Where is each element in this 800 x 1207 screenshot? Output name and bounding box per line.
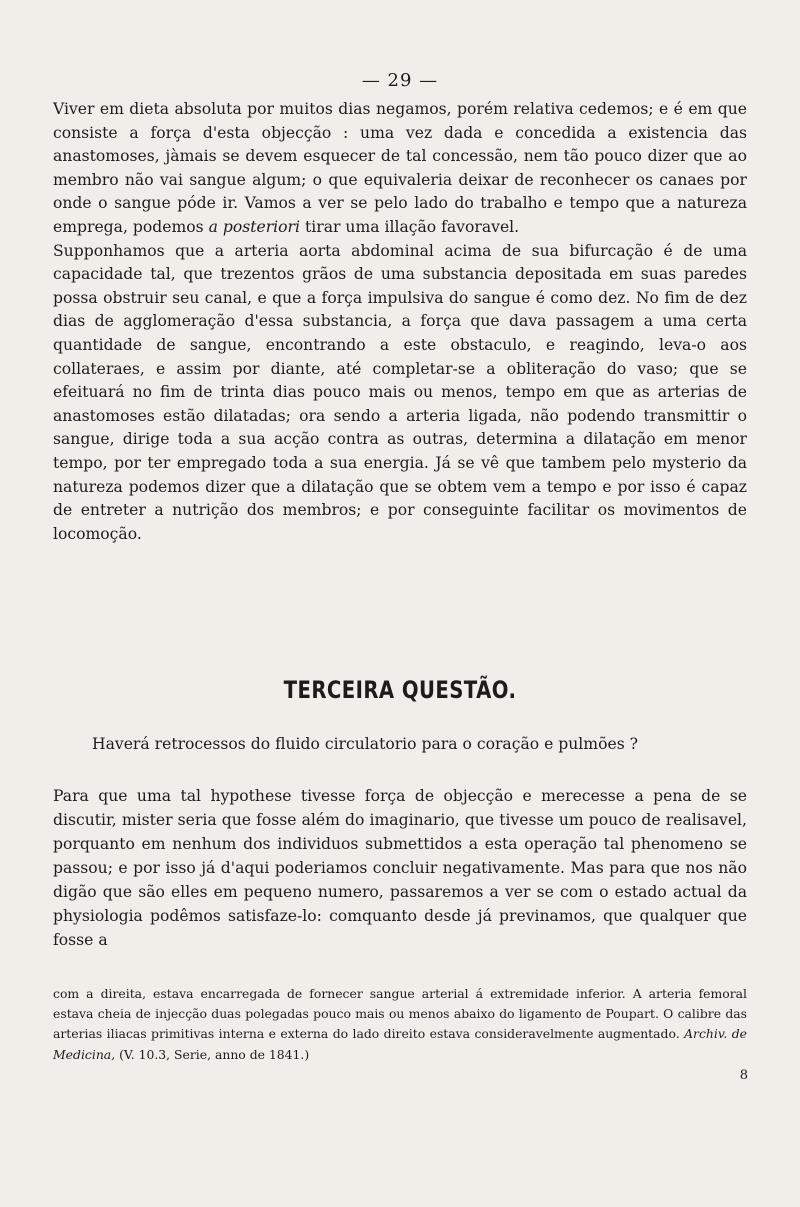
footnote-citation: Archiv. de Medicina, [53,1026,747,1062]
paragraph-1-end: tirar uma illação favoravel. [304,217,520,236]
paragraph-2: Supponhamos que a arteria aorta abdominal acima de sua bifurcação é de uma capacidade tal, que trezentos grãos de uma substancia depositada em suas paredes possa obstruir seu canal, e que a força impulsiva do sangue é como dez. No fim de dez dias de agglomeração d'essa substancia, a força que dava passagem a uma certa quantidade de sangue, encontrando a este obstaculo, e reagindo, leva-o aos collateraes, e assim por diante, até completar-se a obliteração do vaso; que se efeituará no fim de trinta dias pouco mais ou menos, tempo em que as arterias de anastomoses estão dilatadas; ora sendo a arteria ligada, não podendo transmittir o sangue, dirige toda a sua acção contra as outras, determina a dilatação em menor tempo, por ter empregado toda a sua energia. Já se vê que tambem pelo mysterio da natureza podemos dizer que a dilatação que se obtem vem a tempo e por isso é capaz de entreter a nutrição dos membros; e por conseguinte facilitar os movimentos de locomoção. [53,241,747,543]
footnote-citation-end: (V. 10.3, Serie, anno de 1841.) [119,1046,310,1062]
paragraph-3: Para que uma tal hypothese tivesse força de objecção e merecesse a pena de se discutir, mister seria que fosse além do imaginario, que tivesse um pouco de realisavel, porquanto em nenhum dos individuos submettidos a esta operação tal phenomeno se passou; e por isso já d'aqui poderiamos concluir negativamente. Mas para que nos não digão que são elles em pequeno numero, passaremos a ver se com o estado actual da physiologia podêmos satisfaze-lo: comquanto desde já previnamos, que qualquer que fosse a [53,787,747,949]
section-question: Haverá retrocessos do fluido circulatorio para o coração e pulmões ? [92,735,639,753]
printer-signature-mark: 8 [739,1068,748,1083]
footnote-body: com a direita, estava encarregada de fornecer sangue arterial á extremidade inferior. A arteria femoral estava cheia de injecção duas polegadas pouco mais ou menos abaixo do ligamento de Poupart. O calibre das arterias iliacas primitivas interna e externa do lado direito estava consideravelmente augmentado. [53,986,747,1042]
paragraph-1 [53,98,747,240]
paragraph-1-text: Viver em dieta absoluta por muitos dias negamos, porém relativa cedemos; e é em que consiste a força d'esta objecção : uma vez dada e concedida a existencia das anastomoses, jàmais se devem esquecer de tal concessão, nem tão pouco dizer que ao membro não vai sangue algum; o que equivaleria deixar de reconhecer os canaes por onde o sangue póde ir. Vamos a ver se pelo lado do trabalho e tempo que a natureza emprega, podemos [53,100,747,236]
body-text [53,98,747,546]
page-number: — 29 — [361,70,439,91]
section-body [53,784,747,952]
paragraph-1-italic: a posteriori [208,217,301,236]
footnote-text [53,984,747,1065]
footnote [53,984,747,1065]
section-heading: TERCEIRA QUESTÃO. [283,676,517,704]
